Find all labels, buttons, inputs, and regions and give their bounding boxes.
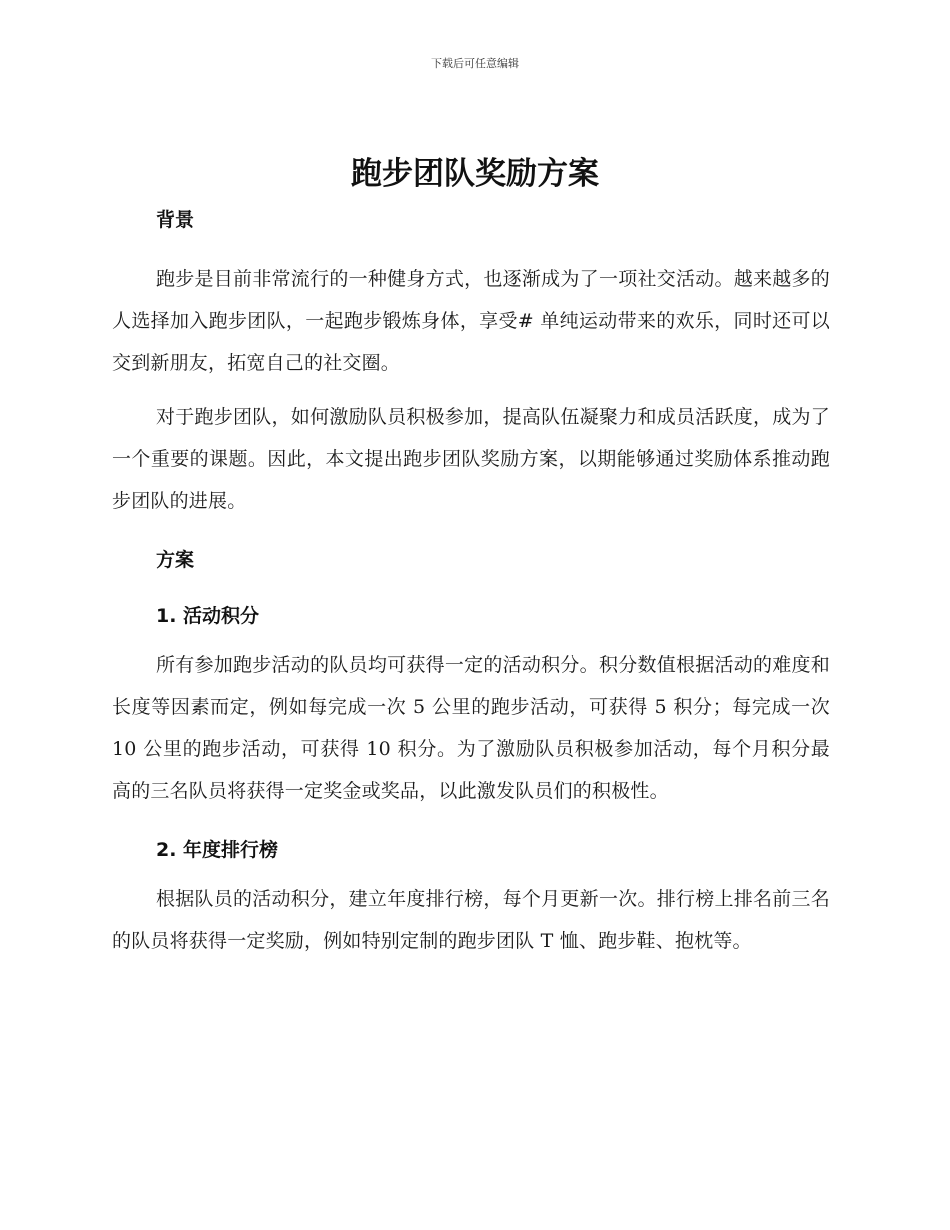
- background-heading: 背景: [156, 209, 195, 231]
- plan-heading: 方案: [156, 549, 195, 571]
- document-body: [112, 202, 830, 962]
- background-paragraph-2: 对于跑步团队，如何激励队员积极参加，提高队伍凝聚力和成员活跃度，成为了一个重要的课题。因此，本文提出跑步团队奖励方案，以期能够通过奖励体系推动跑步团队的进展。: [112, 406, 830, 512]
- page-header-note: 下载后可任意编辑: [431, 57, 519, 70]
- section-1-paragraph: 所有参加跑步活动的队员均可获得一定的活动积分。积分数值根据活动的难度和长度等因素而定，例如每完成一次 5 公里的跑步活动，可获得 5 积分；每完成一次 10 公里的跑步活动，可获得 10 积分。为了激励队员积极参加活动，每个月积分最高的三名队员将获得一定奖金或奖品，以此激发队员们的积极性。: [112, 654, 830, 802]
- section-2-paragraph: 根据队员的活动积分，建立年度排行榜，每个月更新一次。排行榜上排名前三名的队员将获得一定奖励，例如特别定制的跑步团队 T 恤、跑步鞋、抱枕等。: [112, 888, 830, 952]
- section-1-heading: 1. 活动积分: [156, 605, 260, 627]
- section-2-heading: 2. 年度排行榜: [156, 839, 279, 861]
- document-title: 跑步团队奖励方案: [351, 156, 599, 192]
- background-paragraph-1: 跑步是目前非常流行的一种健身方式，也逐渐成为了一项社交活动。越来越多的人选择加入跑步团队，一起跑步锻炼身体，享受# 单纯运动带来的欢乐，同时还可以交到新朋友，拓宽自己的社交圈。: [112, 268, 830, 374]
